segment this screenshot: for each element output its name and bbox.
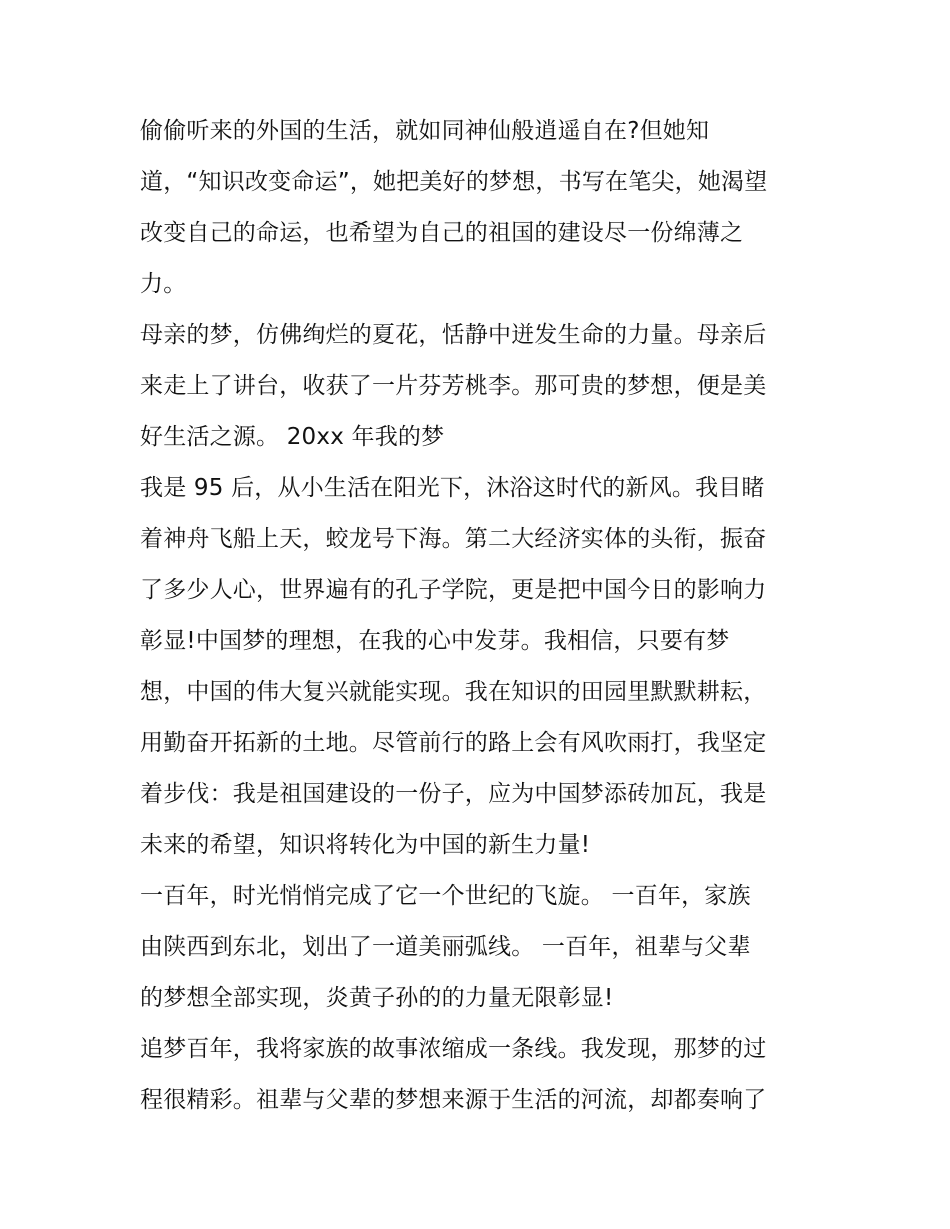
text-line: 的梦想全部实现，炎黄子孙的的力量无限彰显!	[140, 985, 614, 1011]
text-line: 想，中国的伟大复兴就能实现。我在知识的田园里默默耕耘，	[140, 679, 767, 705]
text-line: 道，“知识改变命运”，她把美好的梦想，书写在笔尖，她渴望	[140, 169, 768, 195]
text-line: 着神舟飞船上天，蛟龙号下海。第二大经济实体的头衔，振奋	[140, 526, 767, 552]
text-line: 程很精彩。祖辈与父辈的梦想来源于生活的河流，却都奏响了	[140, 1087, 767, 1113]
text-line: 改变自己的命运，也希望为自己的祖国的建设尽一份绵薄之	[140, 220, 744, 246]
text-line: 力。	[140, 271, 187, 297]
text-line: 好生活之源。 20xx 年我的梦	[140, 424, 445, 450]
text-line: 未来的希望，知识将转化为中国的新生力量!	[140, 832, 591, 858]
text-line: 母亲的梦，仿佛绚烂的夏花，恬静中迸发生命的力量。母亲后	[140, 322, 767, 348]
text-line: 一百年，时光悄悄完成了它一个世纪的飞旋。 一百年，家族	[140, 883, 751, 909]
text-line: 了多少人心，世界遍有的孔子学院，更是把中国今日的影响力	[140, 577, 767, 603]
text-line: 用勤奋开拓新的土地。尽管前行的路上会有风吹雨打，我坚定	[140, 730, 767, 756]
text-line: 追梦百年，我将家族的故事浓缩成一条线。我发现，那梦的过	[140, 1036, 767, 1062]
text-line: 由陕西到东北，划出了一道美丽弧线。 一百年，祖辈与父辈	[140, 934, 751, 960]
text-line: 偷偷听来的外国的生活，就如同神仙般逍遥自在?但她知	[140, 118, 710, 144]
document-body	[140, 106, 820, 1126]
text-line: 着步伐：我是祖国建设的一份子，应为中国梦添砖加瓦，我是	[140, 781, 767, 807]
text-line: 我是 95 后，从小生活在阳光下，沐浴这时代的新风。我目睹	[140, 475, 765, 501]
text-line: 来走上了讲台，收获了一片芬芳桃李。那可贵的梦想，便是美	[140, 373, 767, 399]
text-line: 彰显!中国梦的理想，在我的心中发芽。我相信，只要有梦	[140, 628, 730, 654]
